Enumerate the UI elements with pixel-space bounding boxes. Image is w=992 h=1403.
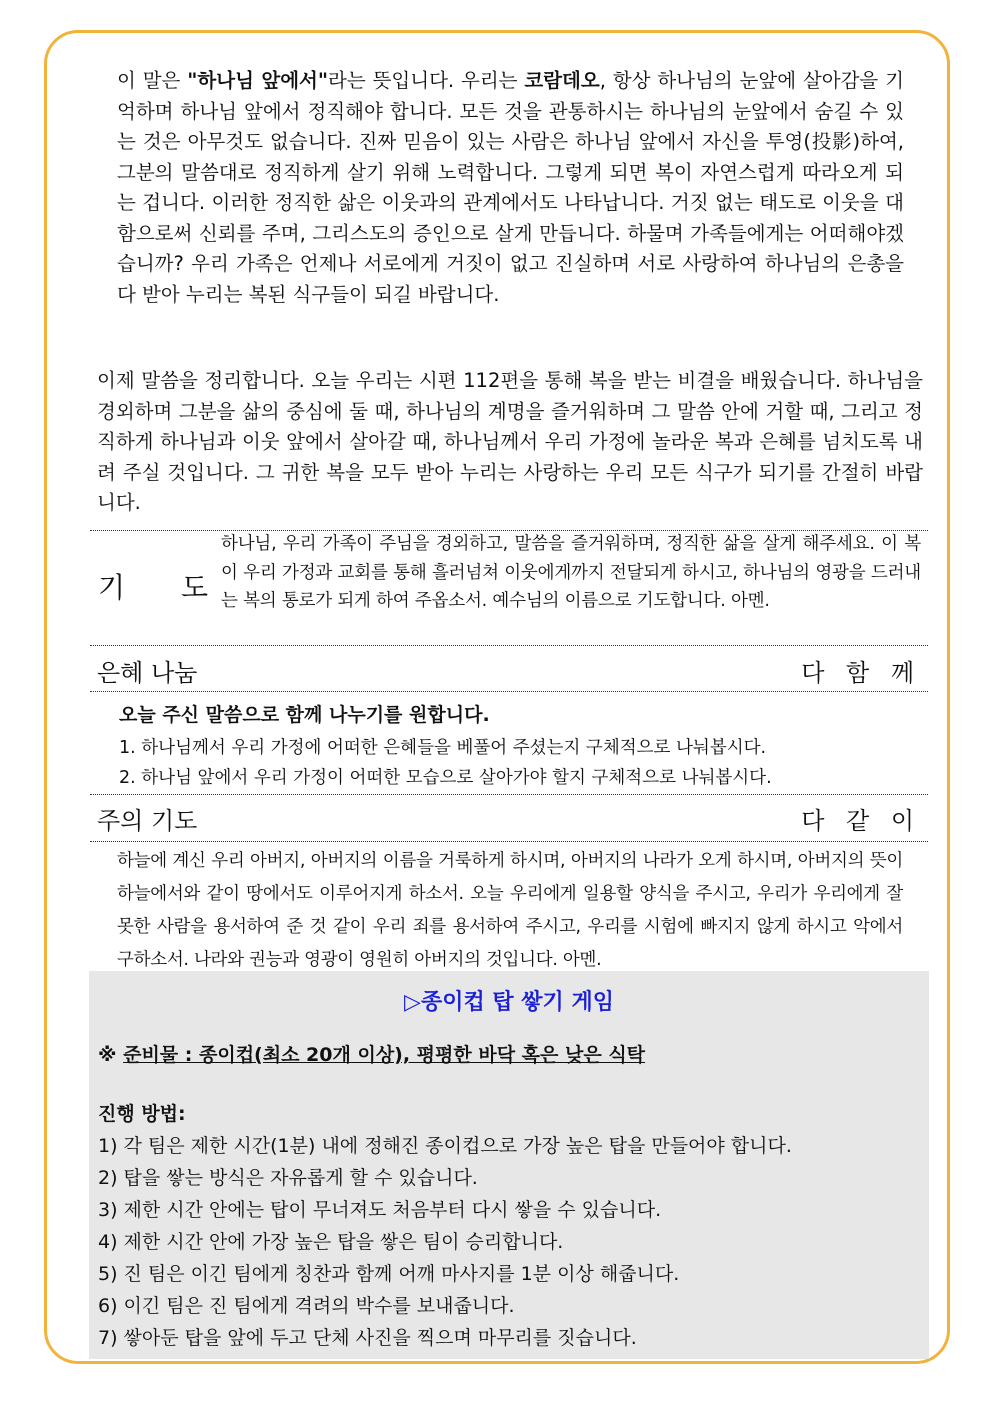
divider: [90, 691, 928, 692]
sermon-summary-paragraph: 이제 말씀을 정리합니다. 오늘 우리는 시편 112편을 통해 복을 받는 비결을 배웠습니다. 하나님을 경외하며 그분을 삶의 중심에 둘 때, 하나님의 계명을 즐거워하며 그 말씀 안에 거할 때, 그리고 정직하게 하나님과 이웃 앞에서 살아갈 때, 하나님께서 우리 가정에 놀라운 복과 은혜를 넘치도록 내려 주실 것입니다. 그 귀한 복을 모두 받아 누리는 사랑하는 우리 모든 식구가 되기를 간절히 바랍니다.: [97, 369, 923, 514]
game-step: 5) 진 팀은 이긴 팀에게 칭찬과 함께 어깨 마사지를 1분 이상 해줍니다.: [98, 1263, 680, 1285]
prayer-title: 기 도: [98, 571, 208, 604]
game-step: 4) 제한 시간 안에 가장 높은 탑을 쌓은 팀이 승리합니다.: [98, 1231, 564, 1253]
game-step: 6) 이긴 팀은 진 팀에게 격려의 박수를 보내줍니다.: [98, 1295, 515, 1317]
bold-phrase-coram-deo: 코람데오: [524, 69, 600, 92]
lords-prayer-participants: 다 같 이: [801, 807, 921, 835]
sharing-participants: 다 함 께: [801, 659, 921, 687]
sharing-heading: 오늘 주신 말씀으로 함께 나누기를 원합니다.: [119, 704, 490, 726]
game-title: ▷종이컵 탑 쌓기 게임: [404, 990, 614, 1015]
lords-prayer-title: 주의 기도: [97, 807, 198, 835]
sermon-paragraph-1: 이 말은 "하나님 앞에서"라는 뜻입니다. 우리는 코람데오, 항상 하나님의 눈앞에 살아감을 기억하며 하나님 앞에서 정직해야 합니다. 모든 것을 관통하시는 하나님의 눈앞에서 숨길 수 있는 것은 아무것도 없습니다. 진짜 믿음이 있는 사람은 하나님 앞에서 자신을 투영(投影)하여, 그분의 말씀대로 정직하게 살기 위해 노력합니다. 그렇게 되면 복이 자연스럽게 따라오게 되는 겁니다. 이러한 정직한 삶은 이웃과의 관계에서도 나타납니다. 거짓 없는 태도로 이웃을 대함으로써 신뢰를 주며, 그리스도의 증인으로 살게 만듭니다. 하물며 가족들에게는 어떠해야겠습니까? 우리 가족은 언제나 서로에게 거짓이 없고 진실하며 서로 사랑하여 하나님의 은총을 다 받아 누리는 복된 식구들이 되길 바랍니다.: [117, 69, 904, 306]
game-method-title: 진행 방법:: [98, 1103, 186, 1125]
sharing-header: [97, 653, 921, 688]
divider: [90, 645, 928, 646]
divider: [90, 841, 928, 842]
game-materials: ※ 준비물 : 종이컵(최소 20개 이상), 평평한 바닥 혹은 낮은 식탁: [98, 1044, 646, 1066]
sharing-item: 1. 하나님께서 우리 가정에 어떠한 은혜들을 베풀어 주셨는지 구체적으로 나눠봅시다.: [119, 738, 767, 758]
sharing-item: 2. 하나님 앞에서 우리 가정이 어떠한 모습으로 살아가야 할지 구체적으로 나눠봅시다.: [119, 768, 772, 788]
sharing-title: 은혜 나눔: [97, 659, 198, 687]
prayer-text: 하나님, 우리 가족이 주님을 경외하고, 말씀을 즐거워하며, 정직한 삶을 살게 해주세요. 이 복이 우리 가정과 교회를 통해 흘러넘쳐 이웃에게까지 전달되게 하시고, 하나님의 영광을 드러내는 복의 통로가 되게 하여 주옵소서. 예수님의 이름으로 기도합니다. 아멘.: [221, 534, 921, 611]
lords-prayer-text: 하늘에 계신 우리 아버지, 아버지의 이름을 거룩하게 하시며, 아버지의 나라가 오게 하시며, 아버지의 뜻이 하늘에서와 같이 땅에서도 이루어지게 하소서. 오늘 우리에게 일용할 양식을 주시고, 우리가 우리에게 잘못한 사람을 용서하여 준 것 같이 우리 죄를 용서하여 주시고, 우리를 시험에 빠지지 않게 하시고 악에서 구하소서. 나라와 권능과 영광이 영원히 아버지의 것입니다. 아멘.: [117, 851, 903, 970]
game-step: 3) 제한 시간 안에는 탑이 무너져도 처음부터 다시 쌓을 수 있습니다.: [98, 1199, 662, 1221]
game-step: 1) 각 팀은 제한 시간(1분) 내에 정해진 종이컵으로 가장 높은 탑을 만들어야 합니다.: [98, 1135, 792, 1157]
game-box: [89, 971, 929, 1359]
bold-phrase-before-god: "하나님 앞에서": [187, 69, 329, 92]
divider: [90, 794, 928, 795]
game-step: 7) 쌓아둔 탑을 앞에 두고 단체 사진을 찍으며 마무리를 짓습니다.: [98, 1327, 637, 1349]
game-step: 2) 탑을 쌓는 방식은 자유롭게 할 수 있습니다.: [98, 1167, 478, 1189]
lords-prayer-header: [97, 801, 921, 836]
